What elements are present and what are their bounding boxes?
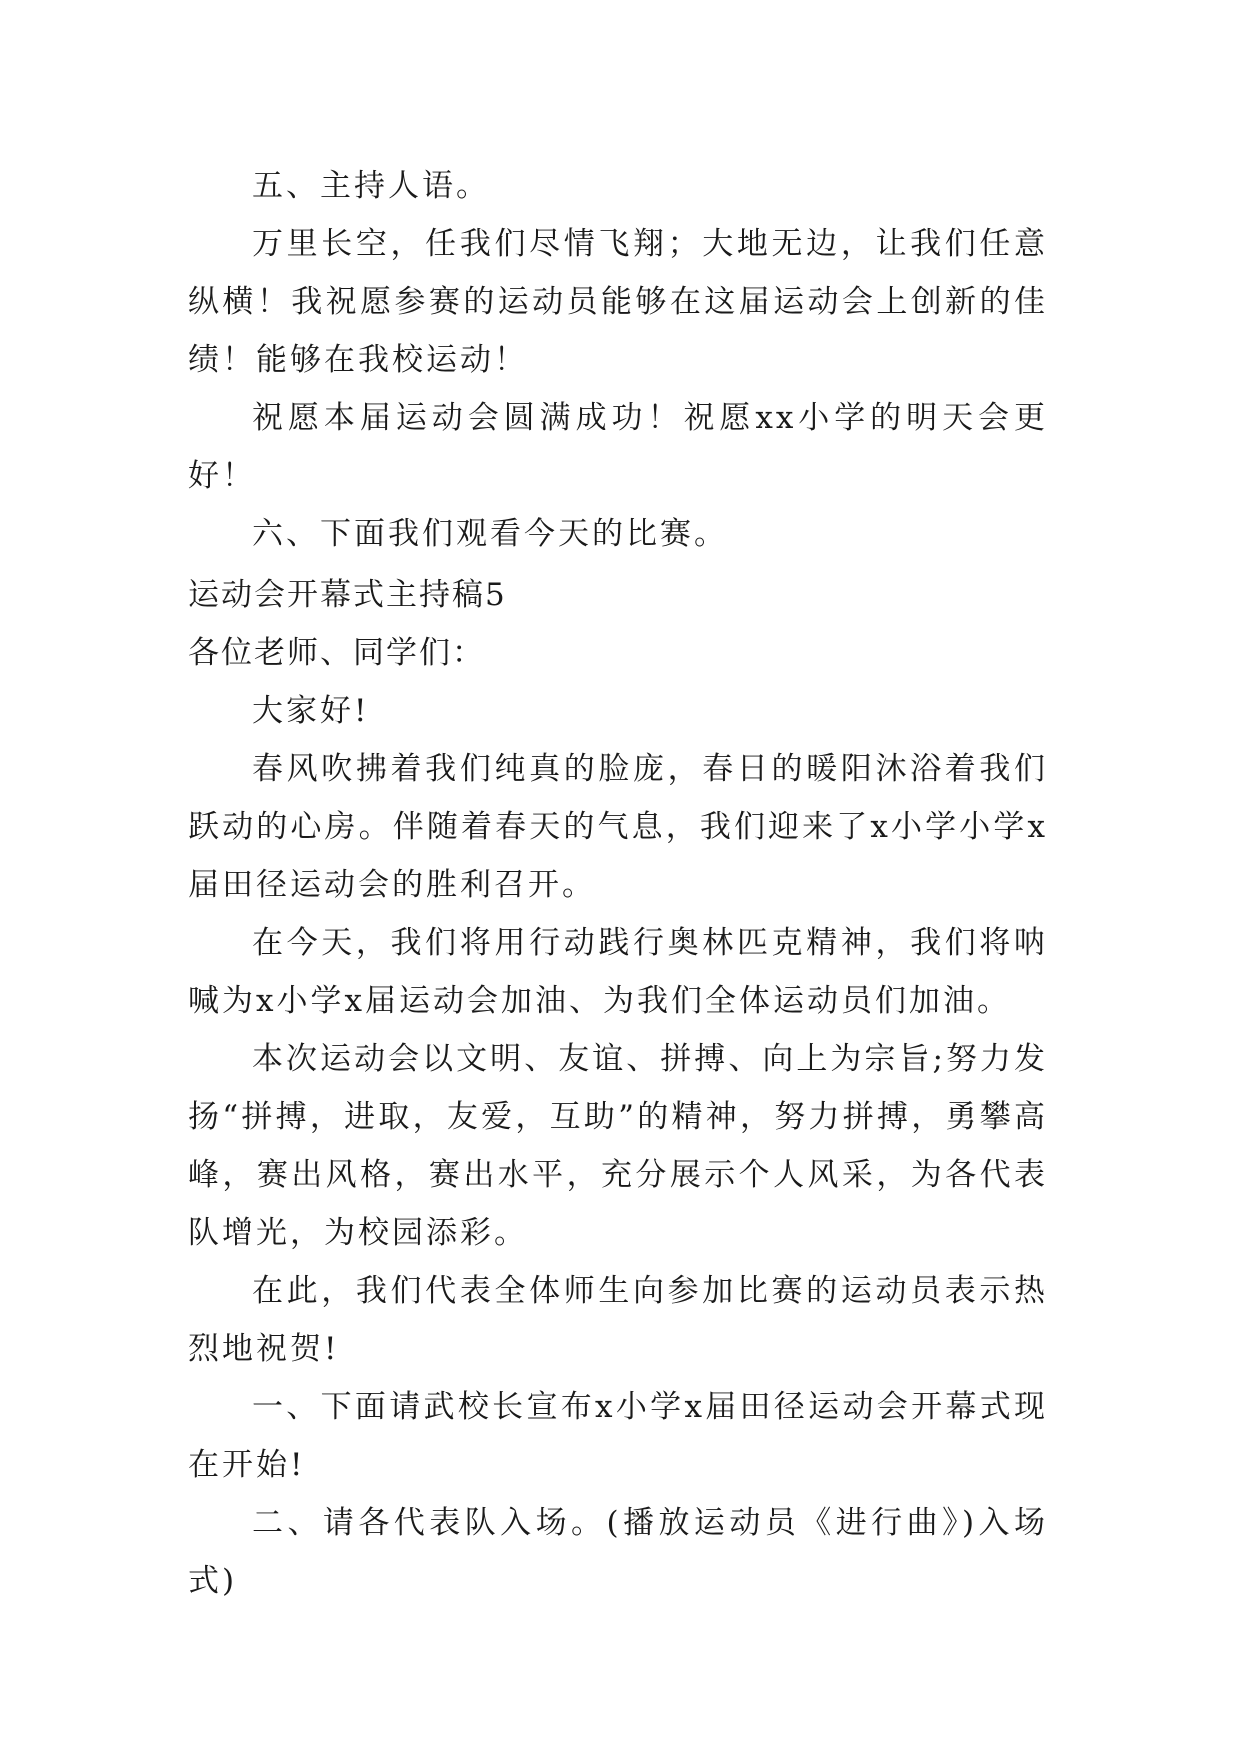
paragraph: 本次运动会以文明、友谊、拼搏、向上为宗旨;努力发扬“拼搏，进取，友爱，互助”的精神，努力拼搏，勇攀高峰，赛出风格，赛出水平，充分展示个人风采，为各代表队增光，为校园添彩。 bbox=[188, 1041, 1048, 1251]
paragraph: 大家好! bbox=[252, 693, 370, 729]
paragraph: 祝愿本届运动会圆满成功！祝愿xx小学的明天会更好！ bbox=[188, 400, 1048, 494]
paragraph: 在此，我们代表全体师生向参加比赛的运动员表示热烈地祝贺! bbox=[188, 1273, 1048, 1367]
paragraph: 万里长空，任我们尽情飞翔；大地无边，让我们任意纵横！我祝愿参赛的运动员能够在这届运动会上创新的佳绩！能够在我校运动！ bbox=[188, 226, 1048, 378]
salutation: 各位老师、同学们： bbox=[188, 635, 485, 671]
section-b bbox=[188, 566, 1048, 1610]
paragraph: 二、请各代表队入场。(播放运动员《进行曲》)入场式) bbox=[188, 1505, 1048, 1599]
paragraph: 一、下面请武校长宣布x小学x届田径运动会开幕式现在开始! bbox=[188, 1389, 1048, 1483]
paragraph: 在今天，我们将用行动践行奥林匹克精神，我们将呐喊为x小学x届运动会加油、为我们全体运动员们加油。 bbox=[188, 925, 1048, 1019]
section-a bbox=[188, 157, 1048, 563]
paragraph: 五、主持人语。 bbox=[252, 168, 490, 204]
paragraph: 春风吹拂着我们纯真的脸庞，春日的暖阳沐浴着我们跃动的心房。伴随着春天的气息，我们迎来了x小学小学x届田径运动会的胜利召开。 bbox=[188, 751, 1048, 903]
paragraph: 六、下面我们观看今天的比赛。 bbox=[252, 516, 728, 552]
section-title: 运动会开幕式主持稿5 bbox=[188, 577, 507, 613]
